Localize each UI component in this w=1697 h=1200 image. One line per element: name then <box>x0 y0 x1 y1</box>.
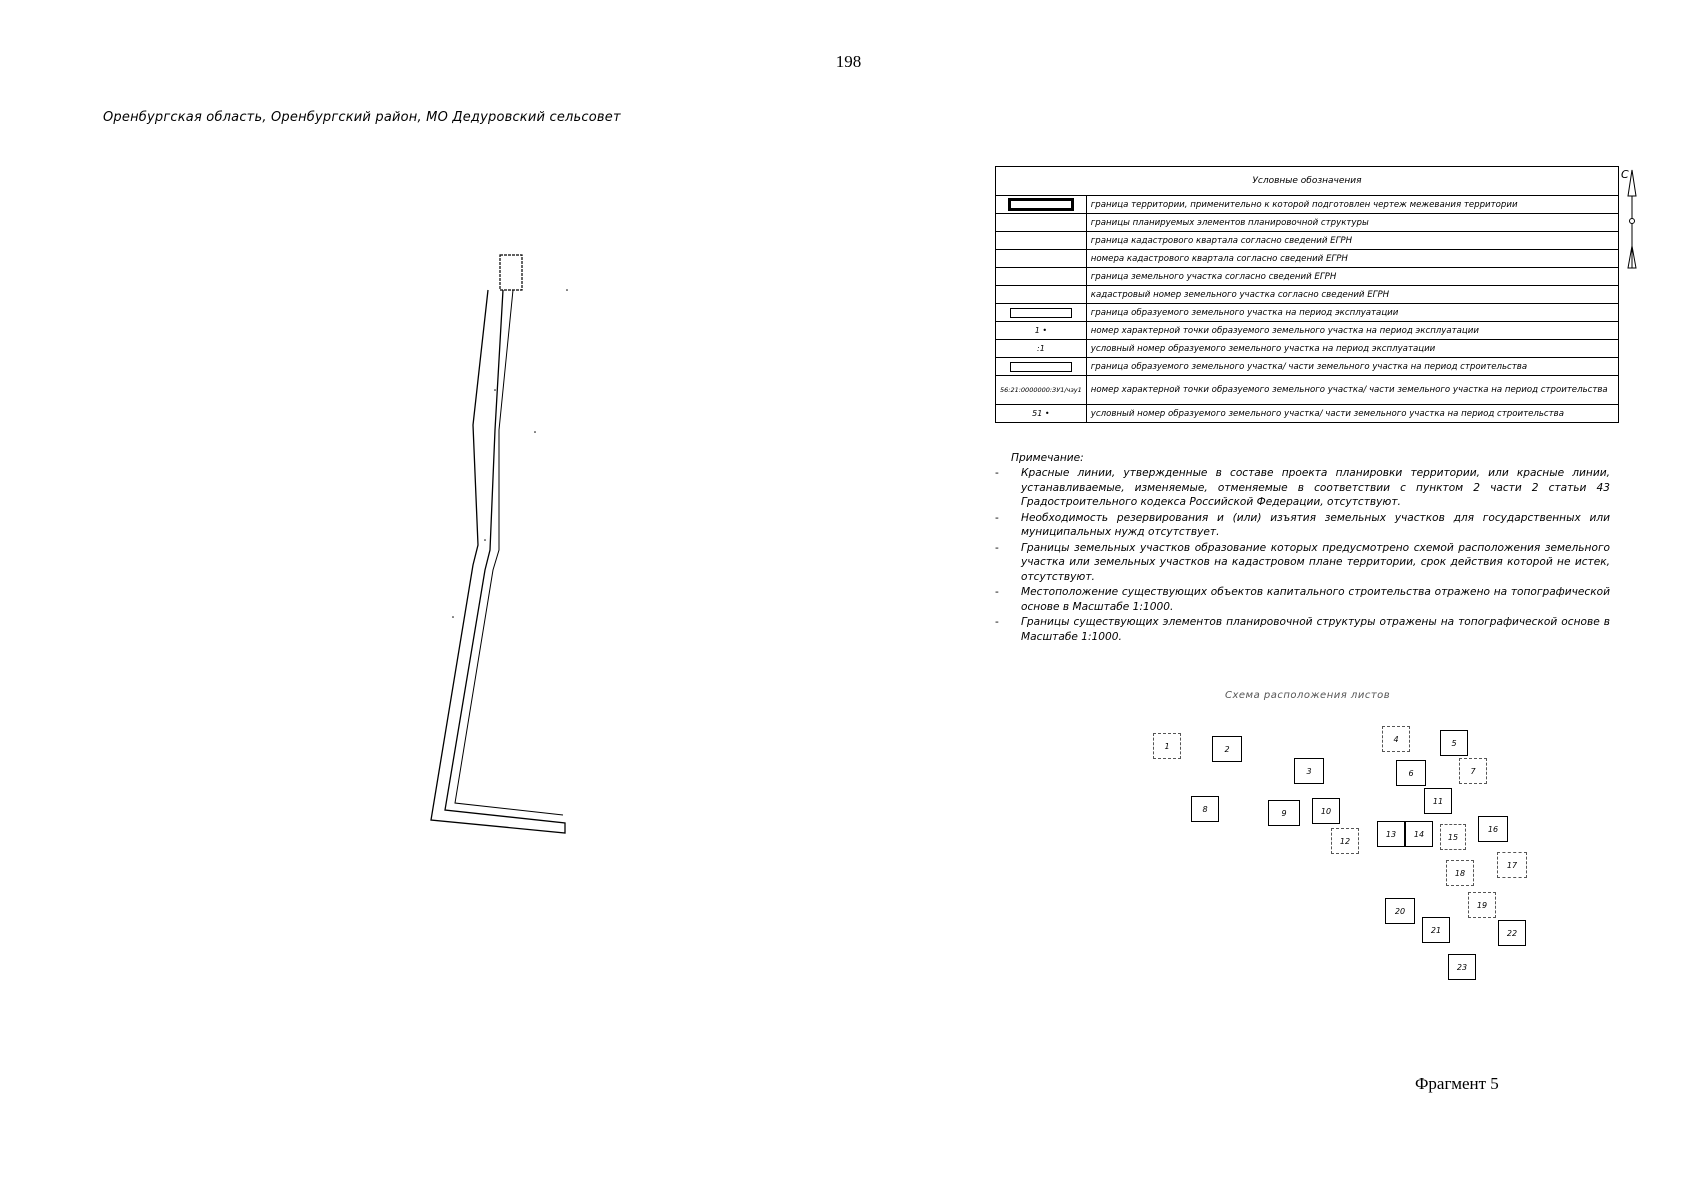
note-item: - Границы существующих элементов планировочной структуры отражены на топографической основе в Масштабе 1:1000. <box>995 615 1610 644</box>
plot-point <box>452 616 454 618</box>
sheet-6: 6 <box>1396 760 1426 786</box>
legend-row: граница образуемого земельного участка на период эксплуатации <box>996 304 1619 322</box>
legend-row: граница образуемого земельного участка/ части земельного участка на период строительства <box>996 358 1619 376</box>
sheet-21: 21 <box>1422 917 1450 943</box>
legend-row: граница территории, применительно к которой подготовлен чертеж межевания территории <box>996 196 1619 214</box>
note-item: - Границы земельных участков образование которых предусмотрено схемой расположения земельного участка или земельных участков на кадастровом плане территории, срок действия которой не истек, отсутствуют. <box>995 541 1610 585</box>
notes-section <box>995 452 1610 645</box>
corridor-outer-line <box>431 290 565 833</box>
north-label: С <box>1621 168 1629 181</box>
sheet-3: 3 <box>1294 758 1324 784</box>
sheet-2: 2 <box>1212 736 1242 762</box>
note-item: - Необходимость резервирования и (или) изъятия земельных участков для государственных или муниципальных нужд отсутствует. <box>995 511 1610 540</box>
plot-point <box>534 431 536 433</box>
corridor-inner-line <box>455 290 563 815</box>
legend-row: граница кадастрового квартала согласно сведений ЕГРН <box>996 232 1619 250</box>
sheet-14: 14 <box>1405 821 1433 847</box>
notes-heading: Примечание: <box>1011 452 1084 464</box>
legend-row: :1 условный номер образуемого земельного участка на период эксплуатации <box>996 340 1619 358</box>
sheet-scheme-title: Схема расположения листов <box>1225 690 1391 701</box>
fragment-label: Фрагмент 5 <box>1415 1074 1499 1093</box>
plot-point <box>494 389 496 391</box>
plot-point <box>484 539 486 541</box>
sheet-7: 7 <box>1459 758 1487 784</box>
sheet-18: 18 <box>1446 860 1474 886</box>
construction-plot-symbol <box>1010 362 1072 372</box>
plot-head-parcel <box>500 255 522 290</box>
legend-row: 51 • условный номер образуемого земельного участка/ части земельного участка на период строительства <box>996 405 1619 423</box>
region-title: Оренбургская область, Оренбургский район, МО Дедуровский сельсовет <box>103 110 621 125</box>
territory-boundary-symbol <box>1008 198 1074 211</box>
operation-plot-symbol <box>1010 308 1072 318</box>
sheet-9: 9 <box>1268 800 1300 826</box>
north-arrow-icon <box>1620 166 1640 276</box>
sheet-23: 23 <box>1448 954 1476 980</box>
sheet-15: 15 <box>1440 824 1466 850</box>
plot-point <box>566 289 568 291</box>
sheet-22: 22 <box>1498 920 1526 946</box>
sheet-4: 4 <box>1382 726 1410 752</box>
sheet-13: 13 <box>1377 821 1405 847</box>
sheet-10: 10 <box>1312 798 1340 824</box>
legend-table <box>995 166 1619 423</box>
sheet-5: 5 <box>1440 730 1468 756</box>
legend-row: 56:21:0000000:ЗУ1/чзу1 номер характерной точки образуемого земельного участка/ части земельного участка на период строительства <box>996 376 1619 405</box>
legend-row: кадастровый номер земельного участка согласно сведений ЕГРН <box>996 286 1619 304</box>
sheet-8: 8 <box>1191 796 1219 822</box>
sheet-16: 16 <box>1478 816 1508 842</box>
sheet-12: 12 <box>1331 828 1359 854</box>
legend-row: номера кадастрового квартала согласно сведений ЕГРН <box>996 250 1619 268</box>
plot-boundary-drawing <box>395 250 575 840</box>
sheet-1: 1 <box>1153 733 1181 759</box>
sheet-11: 11 <box>1424 788 1452 814</box>
sheet-20: 20 <box>1385 898 1415 924</box>
legend-row: границы планируемых элементов планировочной структуры <box>996 214 1619 232</box>
sheet-17: 17 <box>1497 852 1527 878</box>
note-item: - Местоположение существующих объектов капитального строительства отражено на топографической основе в Масштабе 1:1000. <box>995 585 1610 614</box>
legend-title: Условные обозначения <box>996 167 1619 196</box>
page-number: 198 <box>835 52 862 71</box>
legend-row: граница земельного участка согласно сведений ЕГРН <box>996 268 1619 286</box>
note-item: - Красные линии, утвержденные в составе проекта планировки территории, или красные линии, устанавливаемые, изменяемые, отменяемые в соответствии с пунктом 2 части 2 статьи 43 Градостроительного кодекса Российской Федерации, отсутствуют. <box>995 466 1610 510</box>
legend-row: 1 • номер характерной точки образуемого земельного участка на период эксплуатации <box>996 322 1619 340</box>
sheet-19: 19 <box>1468 892 1496 918</box>
